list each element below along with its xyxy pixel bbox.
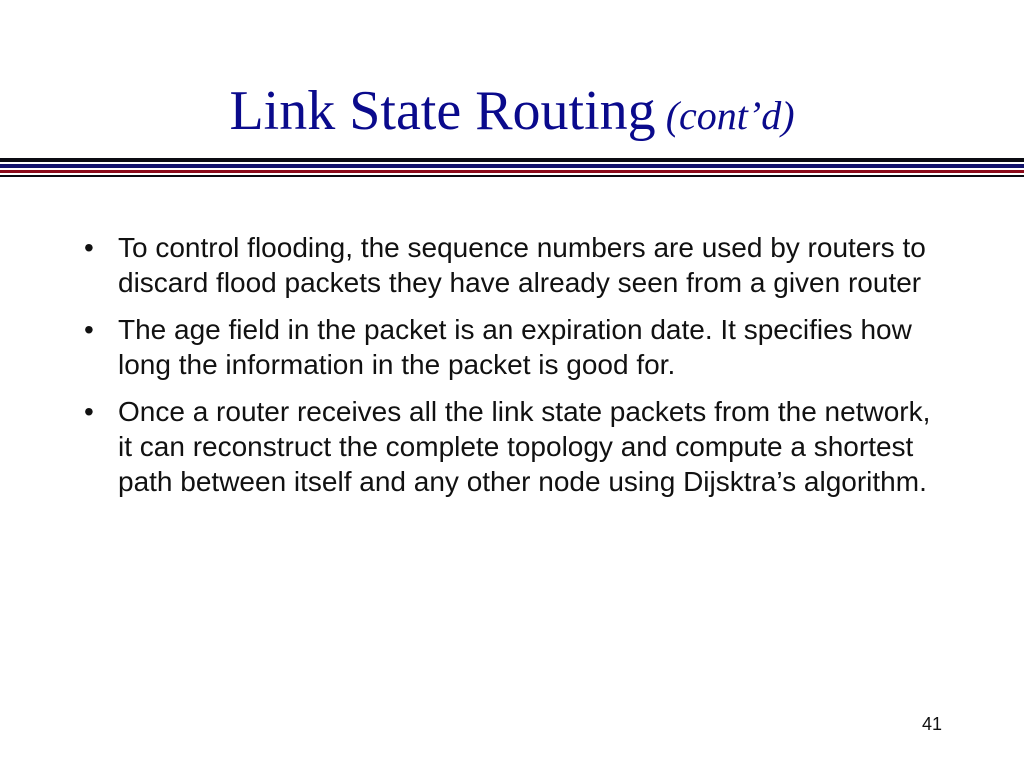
- slide-title-suffix: (cont’d): [665, 93, 795, 138]
- bullet-item: [80, 230, 940, 300]
- title-rule-black-top: [0, 158, 1024, 162]
- bullet-dot-icon: •: [84, 232, 94, 263]
- title-rule-navy: [0, 164, 1024, 168]
- page-number: 41: [921, 714, 942, 734]
- bullet-item: [80, 312, 940, 382]
- bullet-list: [80, 230, 940, 511]
- bullet-text: Once a router receives all the link state packets from the network, it can reconstruct the complete topology and compute a shortest path between itself and any other node using Dijsktra’s algorithm.: [118, 396, 931, 497]
- title-rule-red: [0, 170, 1024, 173]
- bullet-text: To control flooding, the sequence numbers are used by routers to discard flood packets they have already seen from a given router: [118, 232, 926, 298]
- slide-title: [0, 78, 1024, 149]
- slide-title-main: Link State Routing: [229, 80, 656, 142]
- title-rule-black-bottom: [0, 175, 1024, 177]
- bullet-text: The age field in the packet is an expiration date. It specifies how long the information in the packet is good for.: [118, 314, 912, 380]
- bullet-dot-icon: •: [84, 314, 94, 345]
- bullet-item: [80, 394, 940, 499]
- bullet-dot-icon: •: [84, 396, 94, 427]
